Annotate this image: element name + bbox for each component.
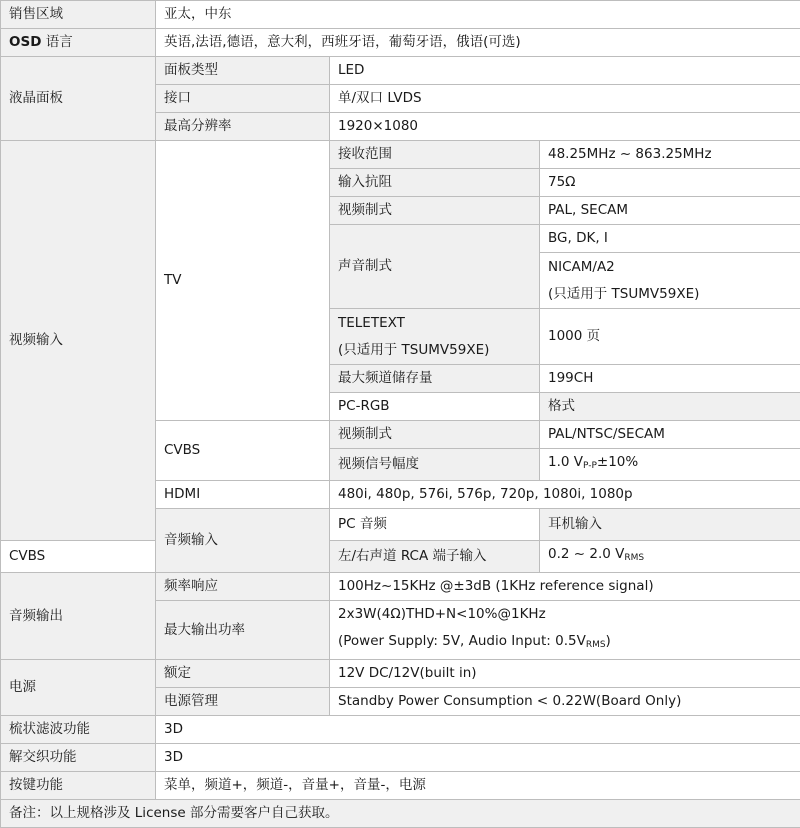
- recv-range-label: 接收范围: [330, 141, 540, 169]
- deinterlace-label: 解交织功能: [1, 744, 156, 772]
- row-panel-type: [1, 57, 800, 85]
- comb-filter-value: 3D: [156, 716, 800, 744]
- audio-std-label: 声音制式: [330, 225, 540, 309]
- cvbs-std-value: PAL/NTSC/SECAM: [540, 421, 800, 449]
- sales-region-value: 亚太，中东: [156, 1, 800, 29]
- cvbs-amp-sub: P-P: [583, 461, 597, 471]
- power-label: 电源: [1, 660, 156, 716]
- audio-cvbs-label: CVBS: [1, 541, 156, 573]
- freq-response-value: 100Hz~15KHz @±3dB (1KHz reference signal): [330, 573, 800, 601]
- power-rated-label: 额定: [156, 660, 330, 688]
- audio-cvbs-value-sub: RMS: [624, 553, 644, 563]
- row-keys: [1, 772, 800, 800]
- panel-type-value: LED: [330, 57, 800, 85]
- audio-pc-sub-label: 耳机输入: [540, 509, 800, 541]
- row-osd-language: [1, 29, 800, 57]
- teletext-label-note: (只适用于 TSUMV59XE): [338, 337, 539, 364]
- cvbs-amp-label: 视频信号幅度: [330, 449, 540, 481]
- teletext-label: [330, 309, 540, 365]
- row-comb-filter: [1, 716, 800, 744]
- row-sales-region: [1, 1, 800, 29]
- max-channels-value: 199CH: [540, 365, 800, 393]
- panel-type-label: 面板类型: [156, 57, 330, 85]
- cvbs-amp-value: [540, 449, 800, 481]
- row-freq-response: [1, 573, 800, 601]
- row-audio-cvbs: [1, 541, 800, 573]
- max-output-power-value: [330, 601, 800, 660]
- max-output-power-label: 最大输出功率: [156, 601, 330, 660]
- power-line-2-tail: ): [606, 633, 611, 649]
- max-resolution-value: 1920×1080: [330, 113, 800, 141]
- sales-region-label: 销售区域: [1, 1, 156, 29]
- row-power-rated: [1, 660, 800, 688]
- power-mgmt-label: 电源管理: [156, 688, 330, 716]
- audio-pc-label: PC 音频: [330, 509, 540, 541]
- audio-cvbs-value-main: 0.2 ~ 2.0 V: [548, 546, 624, 562]
- audio-std-note: (只适用于 TSUMV59XE): [548, 281, 800, 308]
- hdmi-label: HDMI: [156, 481, 330, 509]
- cvbs-amp-tail: ±10%: [597, 454, 638, 470]
- teletext-label-main: TELETEXT: [338, 310, 539, 337]
- audio-output-label: 音频输出: [1, 573, 156, 660]
- audio-cvbs-value: [540, 541, 800, 573]
- footnote: 备注：以上规格涉及 License 部分需要客户自己获取。: [1, 800, 800, 828]
- pcrgb-label: PC-RGB: [330, 393, 540, 421]
- hdmi-value: 480i, 480p, 576i, 576p, 720p, 1080i, 1080p: [330, 481, 800, 509]
- power-mgmt-value: Standby Power Consumption < 0.22W(Board Only): [330, 688, 800, 716]
- lcd-panel-label: 液晶面板: [1, 57, 156, 141]
- row-deinterlace: [1, 744, 800, 772]
- tv-video-std-label: 视频制式: [330, 197, 540, 225]
- impedance-value: 75Ω: [540, 169, 800, 197]
- cvbs-label: CVBS: [156, 421, 330, 481]
- audio-cvbs-sub-label: 左/右声道 RCA 端子输入: [330, 541, 540, 573]
- power-line-2-sub: RMS: [586, 640, 606, 650]
- power-line-2-main: (Power Supply: 5V, Audio Input: 0.5V: [338, 633, 586, 649]
- tv-video-std-value: PAL, SECAM: [540, 197, 800, 225]
- impedance-label: 输入抗阻: [330, 169, 540, 197]
- video-input-label: 视频输入: [1, 141, 156, 541]
- interface-value: 单/双口 LVDS: [330, 85, 800, 113]
- keys-label: 按键功能: [1, 772, 156, 800]
- max-resolution-label: 最高分辨率: [156, 113, 330, 141]
- osd-label-rest: 语言: [41, 34, 72, 50]
- osd-language-label: [1, 29, 156, 57]
- freq-response-label: 频率响应: [156, 573, 330, 601]
- interface-label: 接口: [156, 85, 330, 113]
- cvbs-std-label: 视频制式: [330, 421, 540, 449]
- power-rated-value: 12V DC/12V(built in): [330, 660, 800, 688]
- max-output-power-line-1: 2x3W(4Ω)THD+N<10%@1KHz: [338, 601, 800, 628]
- comb-filter-label: 梳状滤波功能: [1, 716, 156, 744]
- row-note: [1, 800, 800, 828]
- max-output-power-line-2: [338, 628, 800, 659]
- audio-input-label: 音频输入: [156, 509, 330, 573]
- osd-language-value: 英语,法语,德语，意大利，西班牙语，葡萄牙语，俄语(可选): [156, 29, 800, 57]
- audio-std-nicam: NICAM/A2: [548, 254, 800, 281]
- deinterlace-value: 3D: [156, 744, 800, 772]
- cvbs-amp-main: 1.0 V: [548, 454, 583, 470]
- max-channels-label: 最大频道储存量: [330, 365, 540, 393]
- teletext-value: 1000 页: [540, 309, 800, 365]
- pcrgb-format-label: 格式: [540, 393, 800, 421]
- keys-value: 菜单，频道+，频道-，音量+，音量-，电源: [156, 772, 800, 800]
- tv-label: TV: [156, 141, 330, 421]
- recv-range-value: 48.25MHz ~ 863.25MHz: [540, 141, 800, 169]
- audio-std-value-2: [540, 253, 800, 309]
- row-tv-recv-range: [1, 141, 800, 169]
- audio-std-value-1: BG, DK, I: [540, 225, 800, 253]
- osd-label-bold: OSD: [9, 34, 41, 50]
